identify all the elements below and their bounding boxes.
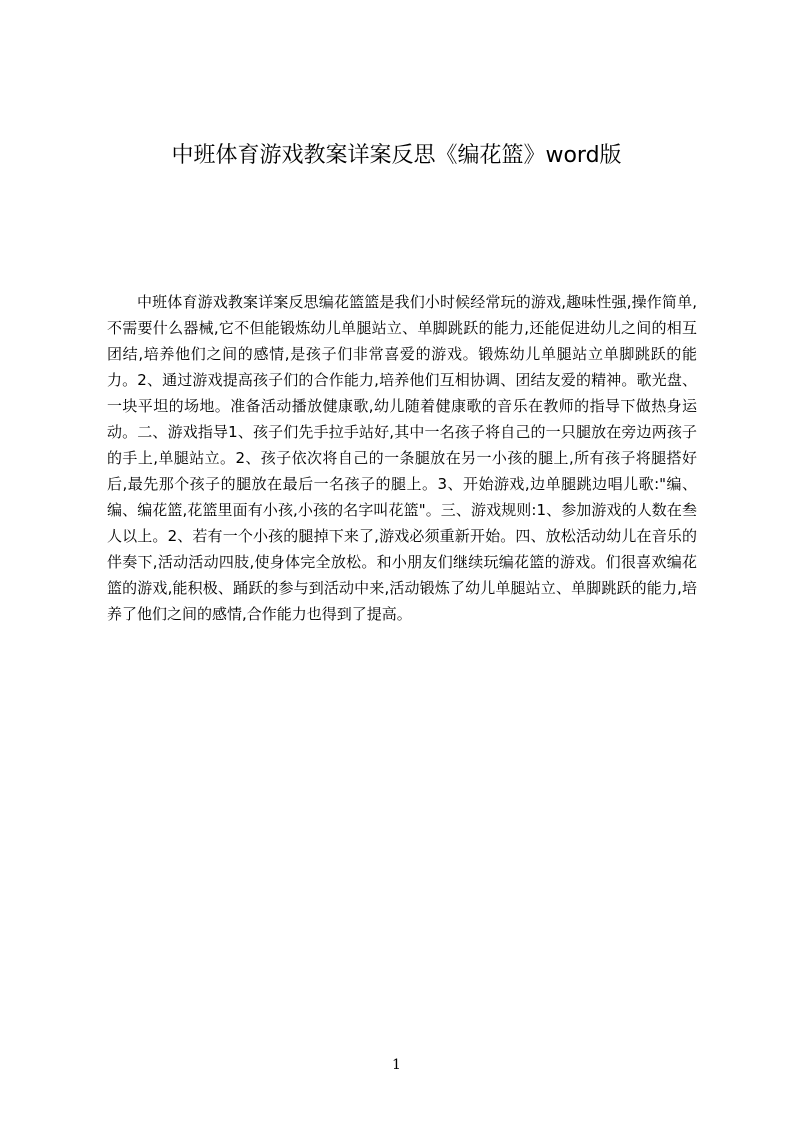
page-number: 1 [392,1057,401,1073]
page-title: 中班体育游戏教案详案反思《编花篮》word版 [171,143,622,168]
body-paragraph: 中班体育游戏教案详案反思编花篮篮是我们小时候经常玩的游戏,趣味性强,操作简单,不需要什么器械,它不但能锻炼幼儿单腿站立、单脚跳跃的能力,还能促进幼儿之间的相互团结,培养他们之间的感情,是孩子们非常喜爱的游戏。锻炼幼儿单腿站立单脚跳跃的能力。2、通过游戏提高孩子们的合作能力,培养他们互相协调、团结友爱的精神。歌光盘、一块平坦的场地。准备活动播放健康歌,幼儿随着健康歌的音乐在教师的指导下做热身运动。二、游戏指导1、孩子们先手拉手站好,其中一名孩子将自己的一只腿放在旁边两孩子的手上,单腿站立。2、孩子依次将自己的一条腿放在另一小孩的腿上,所有孩子将腿搭好后,最先那个孩子的腿放在最后一名孩子的腿上。3、开始游戏,边单腿跳边唱儿歌:"编、编、编花篮,花篮里面有小孩,小孩的名字叫花篮"。三、游戏规则:1、参加游戏的人数在叁人以上。2、若有一个小孩的腿掉下来了,游戏必须重新开始。四、放松活动幼儿在音乐的伴奏下,活动活动四肢,使身体完全放松。和小朋友们继续玩编花篮的游戏。们很喜欢编花篮的游戏,能积极、踊跃的参与到活动中来,活动锻炼了幼儿单腿站立、单脚跳跃的能力,培养了他们之间的感情,合作能力也得到了提高。 [107,293,697,623]
